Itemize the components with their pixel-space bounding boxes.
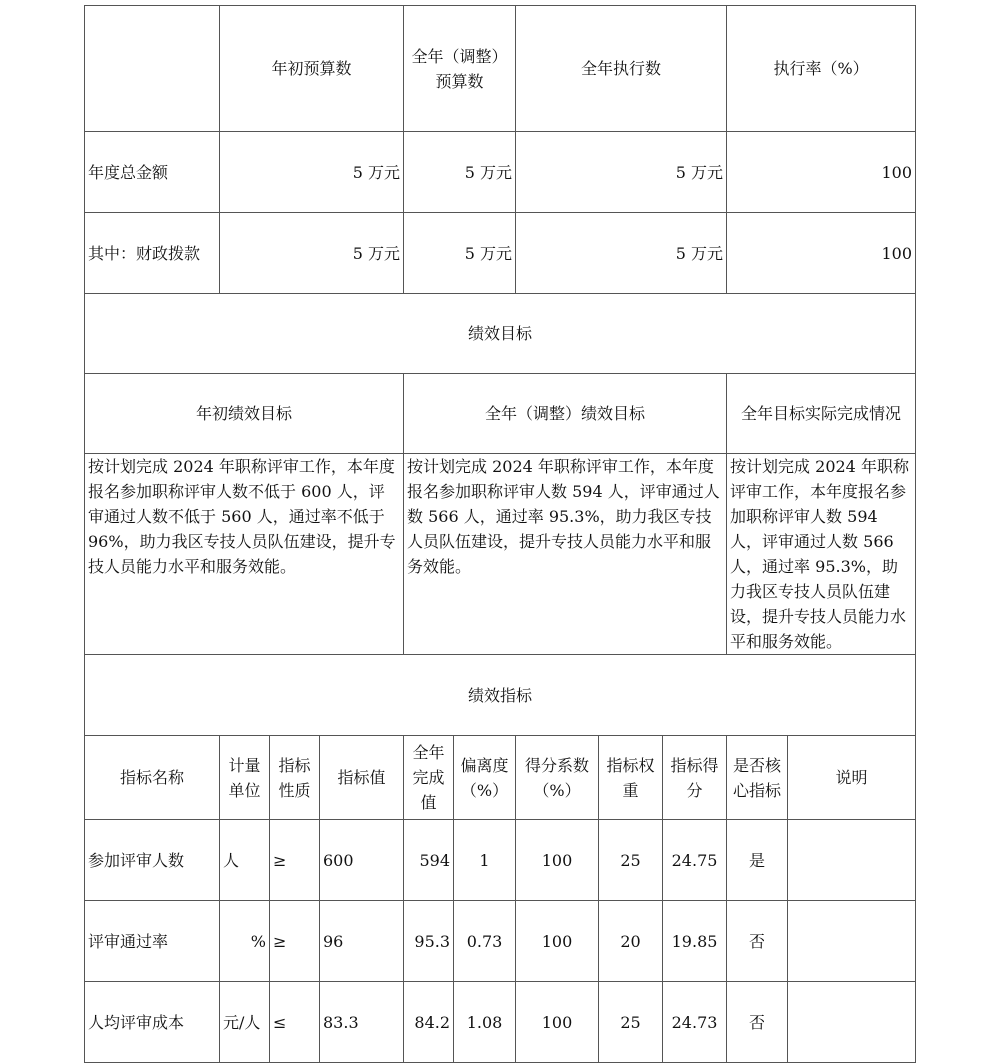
- ind-coefficient: 100: [516, 901, 599, 982]
- ind-weight: 25: [599, 982, 663, 1063]
- indicators-section-title: 绩效指标: [85, 655, 916, 736]
- ind-target: 96: [320, 901, 404, 982]
- ind-nature: ≤: [270, 982, 320, 1063]
- budget-executed-value: 5 万元: [516, 213, 727, 294]
- ind-coefficient: 100: [516, 982, 599, 1063]
- ind-nature: ≥: [270, 820, 320, 901]
- ind-header-score: 指标得分: [663, 736, 727, 820]
- budget-executed-value: 5 万元: [516, 132, 727, 213]
- budget-initial-value: 5 万元: [220, 213, 404, 294]
- ind-header-weight: 指标权重: [599, 736, 663, 820]
- indicator-row: [85, 982, 916, 1063]
- budget-adjusted-value: 5 万元: [404, 132, 516, 213]
- budget-header-row: [85, 6, 916, 132]
- indicator-row: [85, 901, 916, 982]
- ind-note: [788, 982, 916, 1063]
- indicators-header-row: [85, 736, 916, 820]
- goals-header-actual: 全年目标实际完成情况: [727, 374, 916, 454]
- ind-coefficient: 100: [516, 820, 599, 901]
- goals-header-adjusted: 全年（调整）绩效目标: [404, 374, 727, 454]
- ind-deviation: 1: [454, 820, 516, 901]
- ind-core: 是: [727, 820, 788, 901]
- ind-note: [788, 820, 916, 901]
- budget-row-label: 其中：财政拨款: [85, 213, 220, 294]
- ind-target: 600: [320, 820, 404, 901]
- ind-header-note: 说明: [788, 736, 916, 820]
- budget-header-exec-rate: 执行率（%）: [727, 6, 916, 132]
- ind-deviation: 0.73: [454, 901, 516, 982]
- ind-name: 评审通过率: [85, 901, 220, 982]
- goals-actual-text: 按计划完成 2024 年职称评审工作，本年度报名参加职称评审人数 594 人，评审通过人数 566 人，通过率 95.3%，助力我区专技人员队伍建设，提升专技人员能力水平和服务效能。: [727, 454, 916, 655]
- ind-unit: %: [220, 901, 270, 982]
- ind-weight: 20: [599, 901, 663, 982]
- ind-score: 19.85: [663, 901, 727, 982]
- ind-header-core: 是否核心指标: [727, 736, 788, 820]
- budget-exec-rate-value: 100: [727, 213, 916, 294]
- budget-header-executed: 全年执行数: [516, 6, 727, 132]
- ind-completed: 84.2: [404, 982, 454, 1063]
- ind-header-target: 指标值: [320, 736, 404, 820]
- indicator-row: [85, 820, 916, 901]
- ind-target: 83.3: [320, 982, 404, 1063]
- budget-row: [85, 213, 916, 294]
- goals-text-row: [85, 454, 916, 655]
- ind-header-nature: 指标性质: [270, 736, 320, 820]
- goals-adjusted-text: 按计划完成 2024 年职称评审工作，本年度报名参加职称评审人数 594 人，评审通过人数 566 人，通过率 95.3%，助力我区专技人员队伍建设，提升专技人员能力水平和服务效能。: [404, 454, 727, 655]
- ind-note: [788, 901, 916, 982]
- ind-weight: 25: [599, 820, 663, 901]
- ind-name: 人均评审成本: [85, 982, 220, 1063]
- ind-deviation: 1.08: [454, 982, 516, 1063]
- budget-initial-value: 5 万元: [220, 132, 404, 213]
- budget-exec-rate-value: 100: [727, 132, 916, 213]
- performance-table: [84, 5, 916, 1063]
- budget-row-label: 年度总金额: [85, 132, 220, 213]
- budget-row: [85, 132, 916, 213]
- ind-header-name: 指标名称: [85, 736, 220, 820]
- ind-completed: 594: [404, 820, 454, 901]
- ind-unit: 元/人: [220, 982, 270, 1063]
- goals-header-row: [85, 374, 916, 454]
- goals-header-initial: 年初绩效目标: [85, 374, 404, 454]
- ind-score: 24.73: [663, 982, 727, 1063]
- ind-name: 参加评审人数: [85, 820, 220, 901]
- budget-header-adjusted: 全年（调整）预算数: [404, 6, 516, 132]
- ind-completed: 95.3: [404, 901, 454, 982]
- budget-header-blank: [85, 6, 220, 132]
- ind-score: 24.75: [663, 820, 727, 901]
- ind-unit: 人: [220, 820, 270, 901]
- ind-header-coefficient: 得分系数（%）: [516, 736, 599, 820]
- ind-core: 否: [727, 901, 788, 982]
- goals-section-row: [85, 294, 916, 374]
- budget-header-initial: 年初预算数: [220, 6, 404, 132]
- ind-core: 否: [727, 982, 788, 1063]
- goals-initial-text: 按计划完成 2024 年职称评审工作，本年度报名参加职称评审人数不低于 600 人，评审通过人数不低于 560 人，通过率不低于 96%，助力我区专技人员队伍建设，提升专技人员能力水平和服务效能。: [85, 454, 404, 655]
- ind-nature: ≥: [270, 901, 320, 982]
- budget-adjusted-value: 5 万元: [404, 213, 516, 294]
- indicators-section-row: [85, 655, 916, 736]
- ind-header-completed: 全年完成值: [404, 736, 454, 820]
- ind-header-deviation: 偏离度（%）: [454, 736, 516, 820]
- goals-section-title: 绩效目标: [85, 294, 916, 374]
- ind-header-unit: 计量单位: [220, 736, 270, 820]
